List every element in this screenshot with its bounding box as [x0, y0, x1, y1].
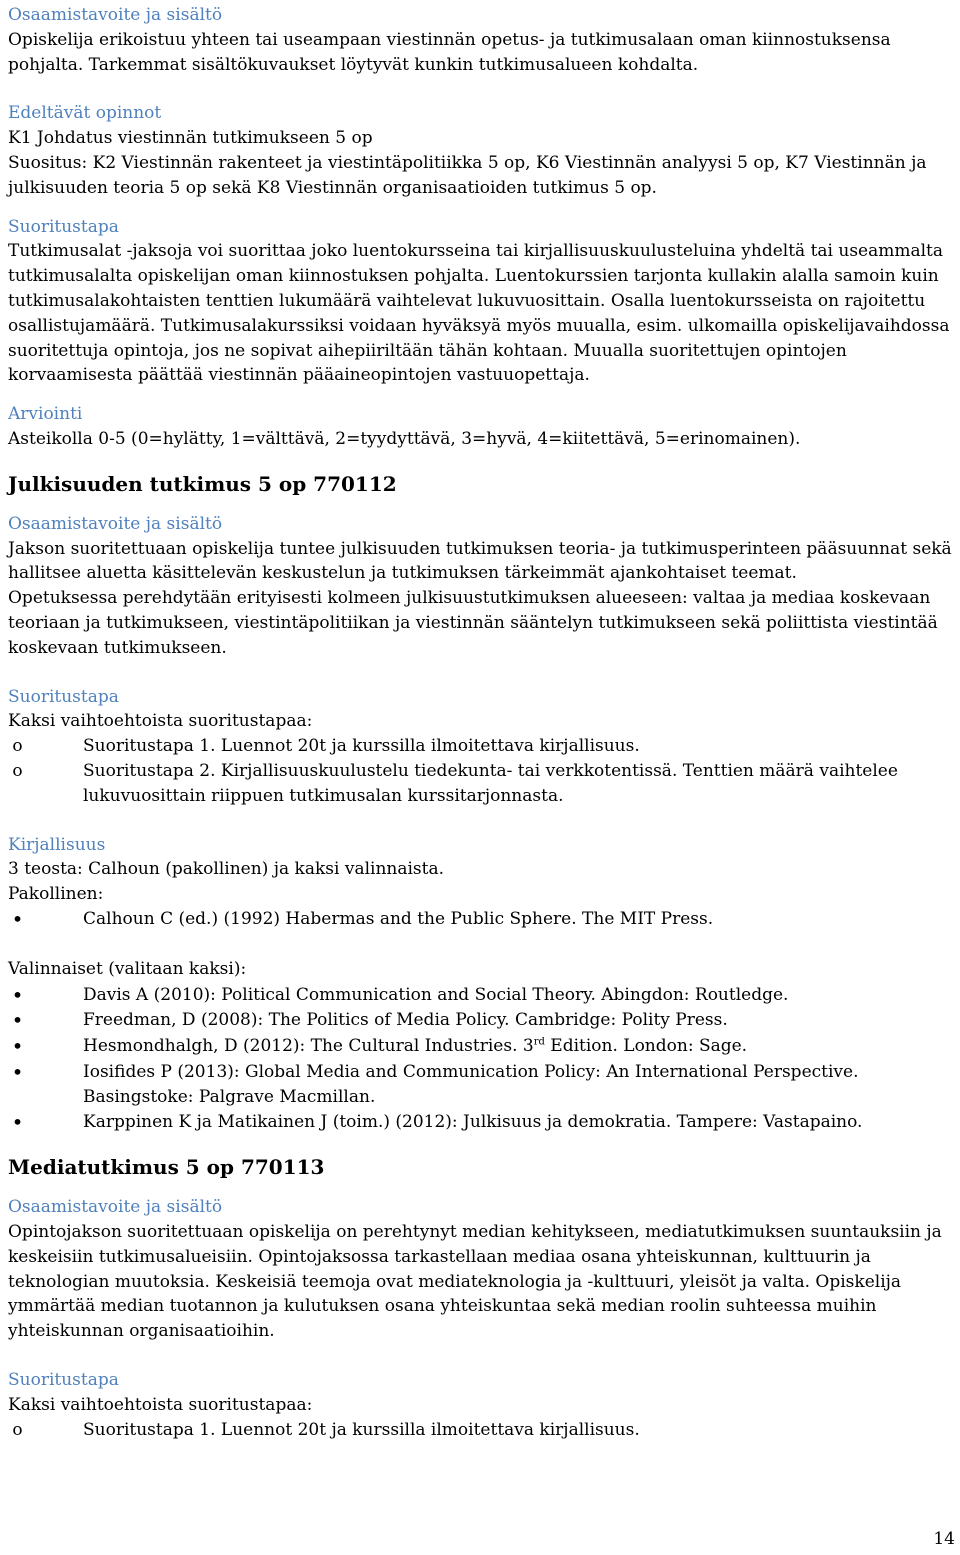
literature-required-list — [8, 907, 956, 932]
prereq-line-1: K1 Johdatus viestinnän tutkimukseen 5 op — [8, 128, 373, 149]
circle-bullet-icon: o — [12, 760, 23, 781]
list-item: • Karppinen K ja Matikainen J (toim.) (2012): Julkisuus ja demokratia. Tampere: Vastapaino. — [8, 1110, 956, 1135]
method-intro-media: Kaksi vaihtoehtoista suoritustapaa: — [8, 1394, 313, 1415]
method-options-julkisuus — [8, 734, 956, 808]
circle-bullet-icon: o — [12, 736, 23, 757]
goal-text-media: Opintojakson suoritettuaan opiskelija on perehtynyt median kehitykseen, mediatutkimuksen suuntauksiin ja keskeisiin tutkimusalueisiin. Opintojaksossa tarkastellaan mediaa osana yhteiskunnan, kulttuurin ja teknologian muutoksia. Keskeisiä teemoja ovat mediateknologia ja -kulttuuri, yleisöt ja valta. Opiskelija ymmärtää median tuotannon ja kulutuksen osana yhteiskuntaa sekä median roolin suhteessa muihin yhteiskunnan organisaatioihin. — [8, 1222, 942, 1342]
literature-required-label: Pakollinen: — [8, 884, 104, 905]
list-item: • Iosifides P (2013): Global Media and Communication Policy: An International Perspective. Basingstoke: Palgrave Macmillan. — [8, 1060, 956, 1110]
bullet-icon: • — [11, 1059, 24, 1084]
method-options-media — [8, 1418, 956, 1443]
prereq-line-2: Suositus: K2 Viestinnän rakenteet ja viestintäpolitiikka 5 op, K6 Viestinnän analyysi 5 op, K7 Viestinnän ja julkisuuden teoria 5 op sekä K8 Viestinnän organisaatioiden tutkimus 5 op. — [8, 152, 927, 198]
heading-literature: Kirjallisuus — [8, 834, 106, 855]
bullet-icon: • — [11, 1034, 24, 1059]
bullet-icon: • — [11, 1008, 24, 1033]
page-number: 14 — [933, 1529, 955, 1550]
heading-prerequisites: Edeltävät opinnot — [8, 103, 162, 124]
heading-method-julkisuus: Suoritustapa — [8, 686, 119, 707]
list-item: • Calhoun C (ed.) (1992) Habermas and the Public Sphere. The MIT Press. — [8, 907, 956, 932]
list-item: o Suoritustapa 2. Kirjallisuuskuulustelu tiedekunta- tai verkkotentissä. Tenttien määrä vaihtelee lukuvuosittain riippuen tutkimusalan kurssitarjonnasta. — [8, 759, 956, 809]
bullet-icon: • — [11, 1110, 24, 1135]
goal-text-julkisuus-2: Opetuksessa perehdytään erityisesti kolmeen julkisuustutkimuksen alueeseen: valtaa ja mediaa koskevaan teoriaan ja tutkimukseen, viestintäpolitiikan ja viestinnän sääntelyn tutkimukseen sekä poliittista viestintää koskevaan tutkimukseen. — [8, 588, 938, 658]
section-title-julkisuus: Julkisuuden tutkimus 5 op 770112 — [8, 471, 397, 496]
evaluation-text: Asteikolla 0-5 (0=hylätty, 1=välttävä, 2=tyydyttävä, 3=hyvä, 4=kiitettävä, 5=erinomainen). — [8, 428, 801, 449]
method-text: Tutkimusalat -jaksoja voi suorittaa joko luentokursseina tai kirjallisuuskuulusteluina yhdeltä tai useammalta tutkimusalalta opiskelijan oman kiinnostuksen pohjalta. Luentokurssien tarjonta kullakin alalla samoin kuin tutkimusalakohtaisten tenttien lukumäärä vaihtelevat lukuvuosittain. Osalla luentokursseista on rajoitettu osallistujamäärä. Tutkimusalakurssiksi voidaan hyväksyä myös muualla, esim. ulkomailla opiskelijavaihdossa suoritettuja opintoja, jos ne sopivat aihepiiriltään tähän kohtaan. Muualla suoritettujen opintojen korvaamisesta päättää viestinnän pääaineopintojen vastuuopettaja. — [8, 241, 950, 386]
literature-optional-label: Valinnaiset (valitaan kaksi): — [8, 958, 247, 979]
bullet-icon: • — [11, 982, 24, 1007]
section-title-media: Mediatutkimus 5 op 770113 — [8, 1155, 325, 1180]
list-item: o Suoritustapa 1. Luennot 20t ja kurssilla ilmoitettava kirjallisuus. — [8, 734, 956, 759]
literature-intro: 3 teosta: Calhoun (pakollinen) ja kaksi valinnaista. — [8, 859, 445, 880]
list-item: • Hesmondhalgh, D (2012): The Cultural Industries. 3rd Edition. London: Sage. — [8, 1034, 956, 1059]
heading-goal-media: Osaamistavoite ja sisältö — [8, 1197, 223, 1218]
goal-text: Opiskelija erikoistuu yhteen tai useampaan viestinnän opetus- ja tutkimusalaan oman kiinnostuksensa pohjalta. Tarkemmat sisältökuvaukset löytyvät kunkin tutkimusalueen kohdalta. — [8, 29, 891, 75]
goal-text-julkisuus-1: Jakson suoritettuaan opiskelija tuntee julkisuuden tutkimuksen teoria- ja tutkimusperinteen pääsuunnat sekä hallitsee aluetta käsittelevän keskustelun ja tutkimuksen tärkeimmät ajankohtaiset teemat. — [8, 538, 952, 584]
heading-method: Suoritustapa — [8, 216, 119, 237]
list-item: • Freedman, D (2008): The Politics of Media Policy. Cambridge: Polity Press. — [8, 1008, 956, 1033]
heading-method-media: Suoritustapa — [8, 1370, 119, 1391]
document-page — [8, 3, 956, 1442]
circle-bullet-icon: o — [12, 1419, 23, 1440]
list-item: • Davis A (2010): Political Communication and Social Theory. Abingdon: Routledge. — [8, 983, 956, 1008]
heading-evaluation: Arviointi — [8, 404, 83, 425]
bullet-icon: • — [11, 906, 24, 931]
heading-goal-julkisuus: Osaamistavoite ja sisältö — [8, 513, 223, 534]
literature-optional-list — [8, 983, 956, 1136]
list-item: o Suoritustapa 1. Luennot 20t ja kurssilla ilmoitettava kirjallisuus. — [8, 1418, 956, 1443]
heading-goal: Osaamistavoite ja sisältö — [8, 5, 223, 25]
method-intro-julkisuus: Kaksi vaihtoehtoista suoritustapaa: — [8, 711, 313, 732]
